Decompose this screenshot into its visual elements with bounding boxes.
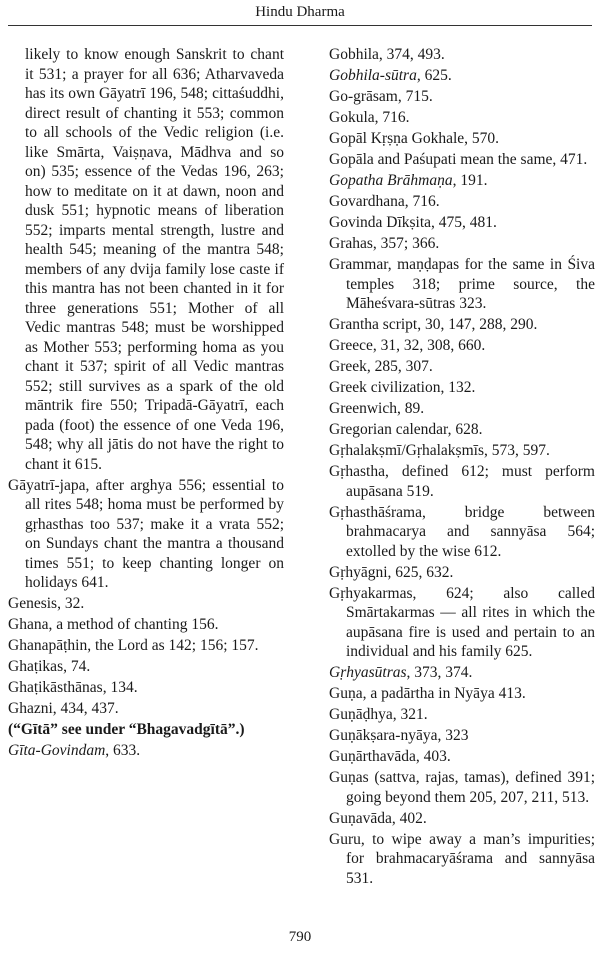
index-entry: Gopatha Brāhmaṇa, 191. — [329, 172, 488, 189]
index-entry: Gṛhalakṣmī/Gṛhalakṣmīs, 573, 597. — [329, 442, 550, 459]
running-header: Hindu Dharma — [255, 4, 345, 20]
index-entry: (“Gītā” see under “Bhagavadgītā”.) — [8, 721, 245, 738]
index-entry: Greek, 285, 307. — [329, 358, 433, 375]
index-entry: Gṛhyakarmas, 624; also called Smārtakarmas — all rites in which the aupāsana fire is used and pertain to an individual and his family 625. — [329, 584, 595, 660]
index-entry: Gokula, 716. — [329, 109, 410, 126]
index-entry: Gṛhyasūtras, 373, 374. — [329, 664, 473, 681]
index-entry: Go-grāsam, 715. — [329, 88, 433, 105]
index-entry: Gṛhasthāśrama, bridge between brahmacarya and sannyāsa 564; extolled by the wise 612. — [329, 503, 595, 560]
index-entry: Greek civilization, 132. — [329, 379, 476, 396]
header-rule — [8, 25, 592, 26]
index-entry: Ghanapāṭhin, the Lord as 142; 156; 157. — [8, 637, 259, 654]
index-entry: Greece, 31, 32, 308, 660. — [329, 337, 486, 354]
index-entry: Guṇākṣara-nyāya, 323 — [329, 727, 469, 744]
index-entry: Gṛhastha, defined 612; must perform aupāsana 519. — [329, 463, 595, 500]
index-entry: Govinda Dīkṣita, 475, 481. — [329, 214, 497, 231]
index-entry: Gīta-Govindam, 633. — [8, 742, 141, 759]
index-entry: Grahas, 357; 366. — [329, 235, 440, 252]
index-entry: Guṇavāda, 402. — [329, 809, 427, 827]
index-entry: Govardhana, 716. — [329, 193, 440, 210]
page-number: 790 — [288, 929, 312, 945]
index-entry: Gopāl Kṛṣṇa Gokhale, 570. — [329, 130, 500, 147]
index-column-right — [329, 45, 595, 890]
index-column-left — [8, 45, 284, 762]
index-entry: Ghana, a method of chanting 156. — [8, 616, 219, 633]
index-entry: Gobhila-sūtra, 625. — [329, 67, 452, 84]
index-entry: Ghaṭikāsthānas, 134. — [8, 679, 138, 696]
index-entry: likely to know enough Sanskrit to chant it 531; a prayer for all 636; Atharvaveda has its own Gāyatrī 196, 548; cittaśuddhi, direct result of chanting it 553; common to all schools of the Vedic religion (i.e. like Smārta, Vaiṣṇava, Mādhva and so on) 535; essence of the Vedas 196, 263; how to meditate on it at dawn, noon and dusk 551; hypnotic means of liberation 552; imparts mental strength, lustre and health 545; meaning of the mantra 548; members of any dvija family lose caste if this mantra has not been chanted in it for three generations 551; Mother of all Vedic mantras 548; must be worshipped as Mother 553; performing homa as you chant it 537; spirit of all Vedic mantras 552; still survives as a spark of the old māntrik fire 550; Tripadā-Gāyatrī, each pada (foot) the essence of one Veda 196, 548; why all jātis do not have the right to chant it 615. — [25, 46, 284, 473]
index-entry: Gṛhyāgni, 625, 632. — [329, 563, 454, 581]
index-entry: Greenwich, 89. — [329, 400, 425, 417]
index-entry: Guṇas (sattva, rajas, tamas), defined 391; going beyond them 205, 207, 211, 513. — [329, 769, 595, 806]
index-entry: Grantha script, 30, 147, 288, 290. — [329, 316, 538, 333]
index-entry: Grammar, maṇḍapas for the same in Śiva temples 318; prime source, the Māheśvara-sūtras 323. — [329, 256, 595, 312]
index-entry: Guṇārthavāda, 403. — [329, 748, 451, 765]
index-entry: Guru, to wipe away a man’s impurities; for brahmacaryāśrama and sannyāsa 531. — [329, 830, 595, 887]
index-entry: Gāyatrī-japa, after arghya 556; essential to all rites 548; homa must be performed by gṛhasthas too 537; make it a vrata 552; on Sundays chant the mantra a thousand times 551; to keep chanting longer on holidays 641. — [8, 476, 284, 591]
index-entry: Gregorian calendar, 628. — [329, 421, 483, 438]
index-entry: Ghazni, 434, 437. — [8, 700, 119, 717]
index-entry: Gobhila, 374, 493. — [329, 46, 445, 63]
index-entry: Gopāla and Paśupati mean the same, 471. — [329, 151, 588, 168]
index-entry: Guṇāḍhya, 321. — [329, 706, 428, 723]
index-entry: Genesis, 32. — [8, 595, 85, 612]
index-entry: Guṇa, a padārtha in Nyāya 413. — [329, 685, 526, 702]
index-entry: Ghaṭikas, 74. — [8, 658, 91, 675]
